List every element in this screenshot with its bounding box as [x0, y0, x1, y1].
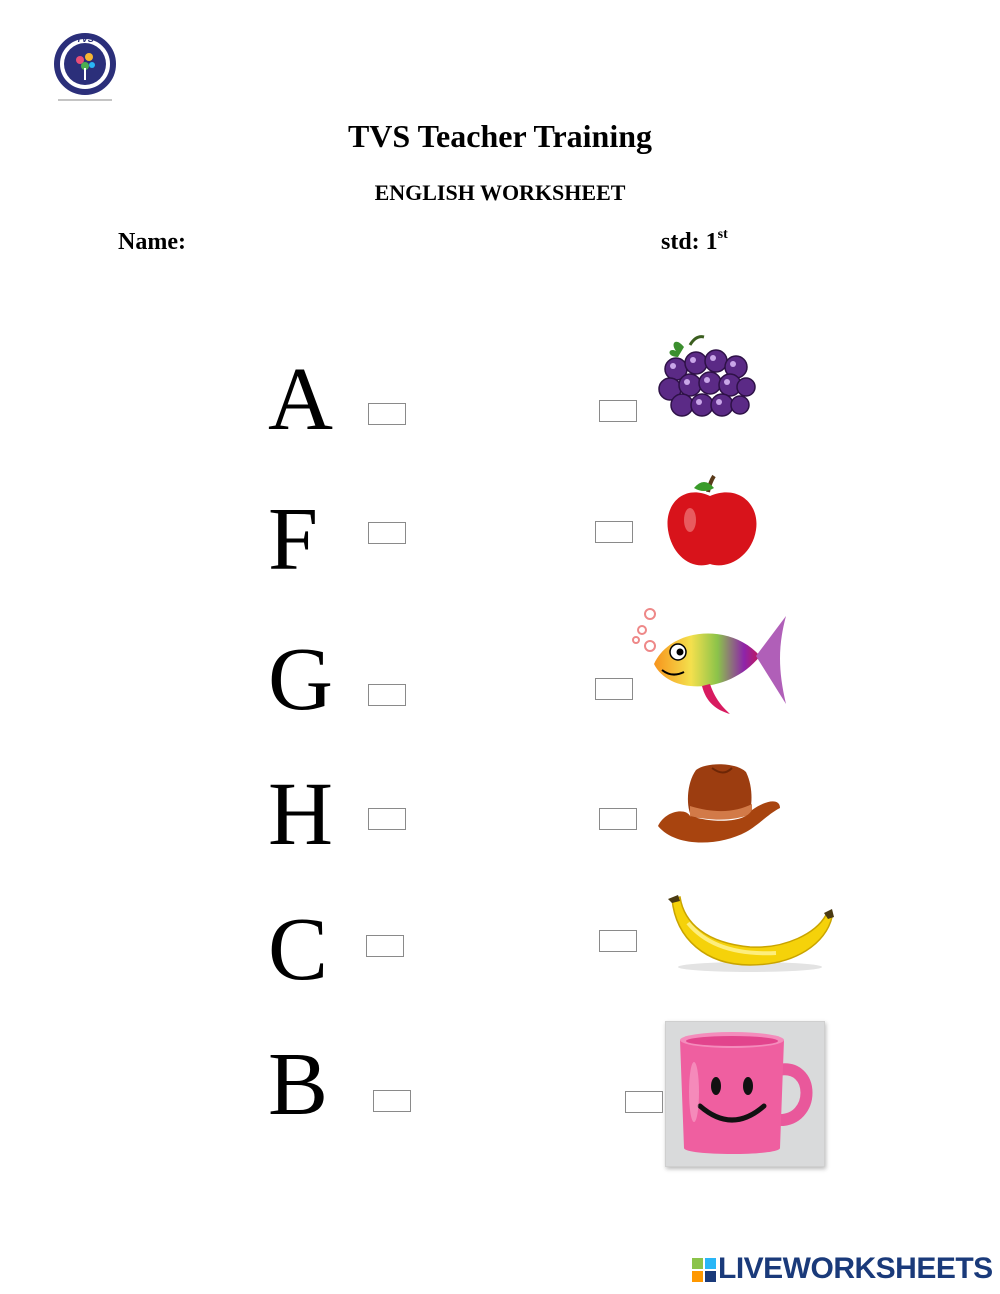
letter-c-answer-box[interactable] — [366, 935, 404, 957]
letter-h-answer-box[interactable] — [368, 808, 406, 830]
banana-icon — [666, 893, 834, 975]
fish-icon — [630, 606, 790, 716]
grapes-answer-box[interactable] — [599, 400, 637, 422]
mug-answer-box[interactable] — [625, 1091, 663, 1113]
liveworksheets-logo-icon — [692, 1258, 716, 1282]
letter-h: H — [268, 765, 333, 864]
std-suffix: st — [717, 227, 728, 242]
svg-text:TVS: TVS — [76, 34, 94, 44]
letter-a: A — [268, 350, 333, 449]
std-text: std: 1 — [661, 229, 718, 255]
hat-icon — [656, 760, 784, 846]
letter-g-answer-box[interactable] — [368, 684, 406, 706]
letter-b: B — [268, 1035, 329, 1134]
letter-c: C — [268, 900, 329, 999]
letter-g: G — [268, 630, 333, 729]
liveworksheets-brand[interactable]: LIVEWORKSHEETS — [718, 1252, 993, 1285]
mug-icon — [665, 1021, 825, 1167]
letter-f-answer-box[interactable] — [368, 522, 406, 544]
apple-answer-box[interactable] — [595, 521, 633, 543]
letter-a-answer-box[interactable] — [368, 403, 406, 425]
name-label: Name: — [118, 229, 186, 255]
worksheet-subtitle: ENGLISH WORKSHEET — [374, 180, 626, 205]
letter-f: F — [268, 490, 319, 589]
std-label — [661, 229, 728, 256]
academy-logo — [50, 30, 120, 106]
fish-answer-box[interactable] — [595, 678, 633, 700]
apple-icon — [664, 474, 760, 572]
page-title: TVS Teacher Training — [347, 118, 653, 154]
grapes-icon — [656, 333, 756, 423]
banana-answer-box[interactable] — [599, 930, 637, 952]
hat-answer-box[interactable] — [599, 808, 637, 830]
letter-b-answer-box[interactable] — [373, 1090, 411, 1112]
